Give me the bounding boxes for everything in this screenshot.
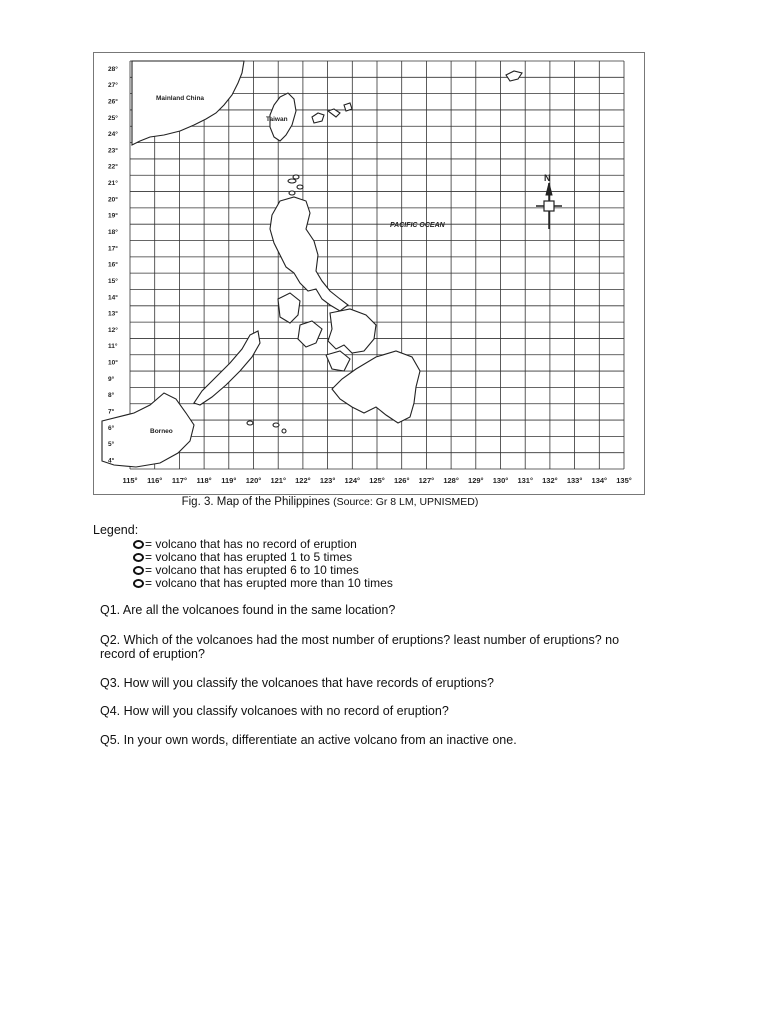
longitude-label: 121° [270,476,286,485]
latitude-label: 27° [108,82,118,90]
question-4: Q4. How will you classify volcanoes with no record of eruption? [100,704,449,718]
landmass-outlines [102,61,522,467]
figure-caption [0,496,660,508]
latitude-label: 25° [108,114,118,122]
longitude-label: 127° [418,476,435,485]
visayas-outline [328,309,376,353]
question-5: Q5. In your own words, differentiate an active volcano from an inactive one. [100,733,517,747]
latitude-label: 23° [108,147,118,155]
map-graphic [94,53,644,494]
luzon-outline [270,197,348,311]
latitude-label: 28° [108,65,118,73]
question-3: Q3. How will you classify the volcanoes that have records of eruptions? [100,676,494,690]
compass-north-label: N [544,173,551,183]
longitude-label: 130° [492,476,509,485]
longitude-label: 122° [295,476,311,485]
longitude-label: 123° [319,476,336,485]
latitude-label: 24° [108,131,118,139]
latitude-label: 13° [108,310,118,318]
longitude-label: 132° [542,476,558,485]
latitude-label: 20° [108,196,118,204]
longitude-label: 119° [221,476,237,485]
latitude-label: 12° [108,326,118,334]
latitude-label: 15° [108,277,118,285]
longitude-label: 120° [245,476,262,485]
longitude-label: 115° [122,476,138,485]
legend-circle-icon [133,540,144,549]
legend-circle-icon [133,566,144,575]
longitude-label: 125° [369,476,385,485]
latitude-label: 16° [108,261,118,269]
longitude-label: 134° [591,476,608,485]
latitude-label: 26° [108,98,118,106]
legend-title: Legend: [93,523,139,537]
longitude-label: 135° [616,476,632,485]
latitude-label: 17° [108,245,118,253]
longitude-label: 126° [393,476,410,485]
longitude-label: 129° [468,476,484,485]
mindoro-outline [278,293,300,323]
longitude-label: 133° [566,476,583,485]
legend-item-6-to-10 [133,563,359,577]
legend-circle-icon [133,579,144,588]
legend-label: = volcano that has erupted 6 to 10 times [145,563,359,577]
legend-label: = volcano that has erupted 1 to 5 times [145,550,353,564]
latitude-label: 9° [108,375,115,383]
legend-item-more-than-10 [133,576,393,590]
latitude-label: 8° [108,392,115,400]
longitude-label: 131° [517,476,533,485]
caption-source: (Source: Gr 8 LM, UPNISMED) [333,496,479,508]
longitude-label: 128° [443,476,459,485]
caption-main: Fig. 3. Map of the Philippines [181,496,330,508]
latitude-label: 21° [108,180,118,188]
latitude-label: 10° [108,359,118,367]
label-borneo: Borneo [150,428,173,435]
latitude-label: 18° [108,228,118,236]
latitude-label: 4° [108,457,115,465]
question-1: Q1. Are all the volcanoes found in the same location? [100,603,396,617]
latitude-label: 5° [108,441,115,449]
label-pacific-ocean: PACIFIC OCEAN [390,222,445,229]
mainland-china-outline [132,61,244,145]
longitude-label: 116° [147,476,163,485]
legend-item-no-record [133,537,357,551]
latitude-label: 7° [108,408,115,416]
compass-rose [536,183,562,229]
latitude-label: 19° [108,212,118,220]
latitude-label: 14° [108,294,118,302]
longitude-labels [122,476,631,485]
legend-label: = volcano that has erupted more than 10 times [145,576,393,590]
legend-circle-icon [133,553,144,562]
latitude-label: 11° [108,343,118,351]
legend-item-1-to-5 [133,550,352,564]
label-taiwan: Taiwan [266,116,288,123]
latitude-label: 22° [108,163,118,171]
latitude-label: 6° [108,424,115,432]
longitude-label: 118° [196,476,212,485]
philippines-map [93,52,645,495]
latitude-labels [108,65,118,465]
question-2: Q2. Which of the volcanoes had the most number of eruptions? least number of eruptions? no record of eruption? [100,633,620,661]
legend-label: = volcano that has no record of eruption [145,537,357,551]
longitude-label: 124° [344,476,361,485]
label-mainland-china: Mainland China [156,95,205,102]
longitude-label: 117° [171,476,187,485]
